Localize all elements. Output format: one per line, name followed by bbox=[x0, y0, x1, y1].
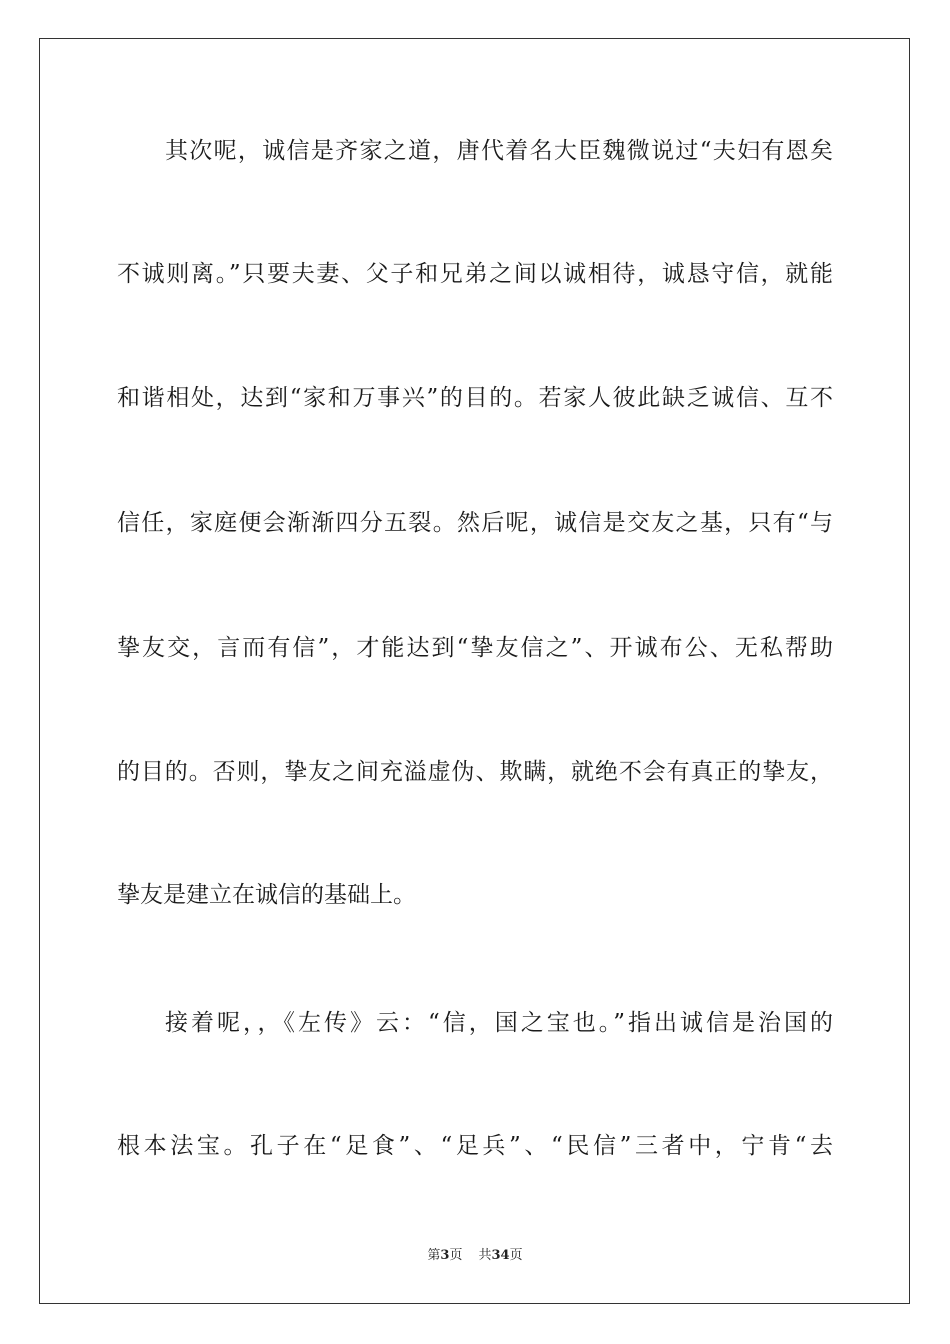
paragraph-1-line-2: 不诚则离。”只要夫妻、父子和兄弟之间以诚相待，诚恳守信，就能 bbox=[117, 261, 833, 287]
footer-total-suffix: 页 bbox=[509, 1248, 523, 1263]
footer-page-prefix: 第 bbox=[427, 1248, 441, 1263]
page-border bbox=[39, 38, 910, 1304]
paragraph-1-line-4: 信任，家庭便会渐渐四分五裂。然后呢，诚信是交友之基，只有“与 bbox=[117, 510, 833, 536]
paragraph-2-line-1: 接着呢，，《左传》云：“信，国之宝也。”指出诚信是治国的 bbox=[165, 1010, 833, 1036]
footer-page-suffix: 页 bbox=[449, 1248, 463, 1263]
page-footer bbox=[0, 1247, 950, 1265]
paragraph-1-line-1: 其次呢，诚信是齐家之道，唐代着名大臣魏微说过“夫妇有恩矣 bbox=[165, 138, 833, 164]
paragraph-1-line-6: 的目的。否则，挚友之间充溢虚伪、欺瞒，就绝不会有真正的挚友， bbox=[117, 759, 833, 785]
paragraph-1-line-3: 和谐相处，达到“家和万事兴”的目的。若家人彼此缺乏诚信、互不 bbox=[117, 385, 833, 411]
footer-total-prefix: 共 bbox=[478, 1248, 492, 1263]
footer-total-pages: 34 bbox=[491, 1248, 510, 1263]
paragraph-1-line-7: 挚友是建立在诚信的基础上。 bbox=[117, 882, 416, 908]
paragraph-2-line-2: 根本法宝。孔子在“足食”、“足兵”、“民信”三者中，宁肯“去 bbox=[117, 1133, 833, 1159]
footer-page-number: 3 bbox=[440, 1248, 450, 1263]
paragraph-1-line-5: 挚友交，言而有信”，才能达到“挚友信之”、开诚布公、无私帮助 bbox=[117, 635, 833, 661]
